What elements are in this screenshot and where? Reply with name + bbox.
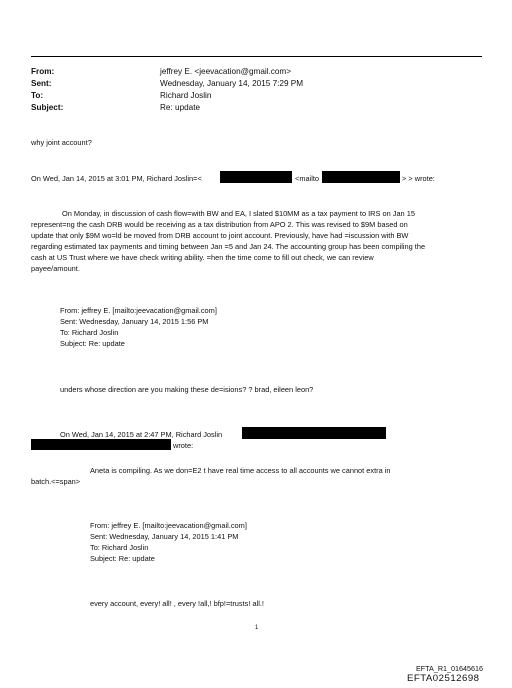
quote2-wrote: wrote: [173, 441, 194, 450]
from-label: From: [31, 67, 55, 76]
header-top-rule [31, 56, 482, 57]
sent-value: Wednesday, January 14, 2015 7:29 PM [160, 79, 304, 88]
fwd2-subject: Subject: Re: update [90, 554, 155, 563]
fwd1-to: To: Richard Joslin [60, 328, 119, 337]
bates-number-2: EFTA02512698 [407, 673, 480, 684]
quote1-line-4: regarding estimated tax payments and timing between Jan =5 and Jan 24. The accounting group has been compiling the [31, 242, 426, 251]
reply-bottom: every account, every! all! , every !all,! bfp!=trusts! all.! [90, 599, 264, 608]
quote1-wrote: > > wrote: [402, 174, 435, 183]
redaction-email-2 [322, 171, 400, 183]
quote2-body-2: batch.<=span> [31, 477, 81, 486]
reply-top: why joint account? [31, 138, 92, 147]
quote1-line-3: update that only $9M wo=ld be moved from DRB account to joint account. Previously, have had =iscussion with BW [31, 231, 409, 240]
subject-value: Re: update [160, 103, 201, 112]
fwd1-from: From: jeffrey E. [mailto:jeevacation@gmail.com] [60, 306, 217, 315]
reply-mid: unders whose direction are you making these de=isions? ? brad, eileen leon? [60, 385, 314, 394]
redaction-email-4 [31, 439, 171, 450]
page-number: 1 [255, 625, 259, 631]
sent-label: Sent: [31, 79, 52, 88]
subject-label: Subject: [31, 103, 64, 112]
from-value: jeffrey E. <jeevacation@gmail.com> [160, 67, 292, 76]
quote1-intro: On Wed, Jan 14, 2015 at 3:01 PM, Richard Joslin=< [31, 174, 202, 183]
to-label: To: [31, 91, 44, 100]
fwd2-from: From: jeffrey E. [mailto:jeevacation@gmail.com] [90, 521, 247, 530]
quote2-intro: On Wed, Jan 14, 2015 at 2:47 PM, Richard Joslin [60, 430, 223, 439]
quote1-line-1: On Monday, in discussion of cash flow=with BW and EA, I slated $10MM as a tax payment to IRS on Jan 15 [62, 209, 415, 218]
redaction-email-3 [242, 427, 386, 439]
quote1-mailto: <mailto [295, 174, 320, 183]
fwd2-sent: Sent: Wednesday, January 14, 2015 1:41 PM [90, 532, 239, 541]
redaction-email-1 [220, 171, 292, 183]
quote2-body-1: Aneta is compiling. As we don=E2 t have real time access to all accounts we cannot extra in [90, 466, 391, 475]
fwd1-subject: Subject: Re: update [60, 339, 125, 348]
quote1-line-2: represent=ng the cash DRB would be receiving as a tax distribution from APO 2. This was revised to $9M based on [31, 220, 408, 229]
quote1-line-6: payee/amount. [31, 264, 80, 273]
bates-number-1: EFTA_R1_01645616 [416, 664, 483, 673]
to-value: Richard Joslin [160, 91, 212, 100]
quote1-line-5: cash at US Trust where we have check writing ability. =hen the time come to fill out check, we can review [31, 253, 374, 262]
fwd2-to: To: Richard Joslin [90, 543, 149, 552]
fwd1-sent: Sent: Wednesday, January 14, 2015 1:56 PM [60, 317, 209, 326]
